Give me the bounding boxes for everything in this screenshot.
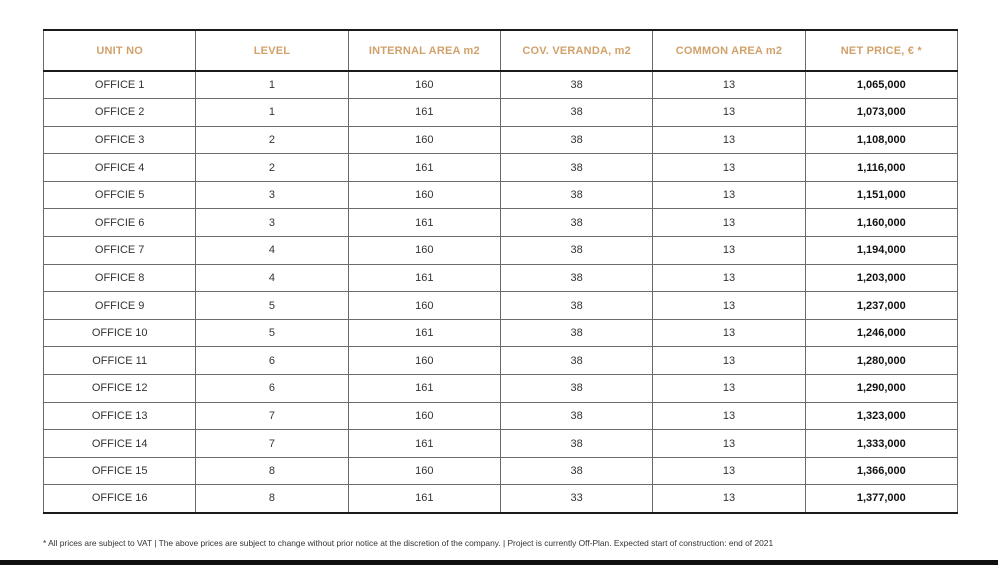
- cell-cov-veranda: 33: [500, 485, 652, 513]
- cell-level: 4: [196, 264, 348, 292]
- cell-unit-no: OFFICE 9: [44, 292, 196, 320]
- cell-level: 2: [196, 154, 348, 182]
- cell-net-price: 1,366,000: [805, 457, 957, 485]
- cell-net-price: 1,333,000: [805, 430, 957, 458]
- header-row: [44, 30, 958, 71]
- header-level: LEVEL: [196, 30, 348, 71]
- cell-level: 7: [196, 430, 348, 458]
- cell-net-price: 1,194,000: [805, 237, 957, 265]
- table-row: [44, 375, 958, 403]
- cell-common-area: 13: [653, 71, 805, 99]
- bottom-bar: [0, 560, 998, 565]
- cell-unit-no: OFFICE 2: [44, 99, 196, 127]
- cell-cov-veranda: 38: [500, 71, 652, 99]
- header-net-price: NET PRICE, € *: [805, 30, 957, 71]
- cell-common-area: 13: [653, 126, 805, 154]
- cell-unit-no: OFFICE 8: [44, 264, 196, 292]
- cell-net-price: 1,323,000: [805, 402, 957, 430]
- footnote: * All prices are subject to VAT | The above prices are subject to change without prior notice at the discretion of the company. | Project is currently Off-Plan. Expected start of construction: end of 2021: [43, 538, 774, 548]
- cell-cov-veranda: 38: [500, 319, 652, 347]
- cell-level: 1: [196, 71, 348, 99]
- cell-common-area: 13: [653, 402, 805, 430]
- cell-internal-area: 160: [348, 402, 500, 430]
- cell-level: 3: [196, 181, 348, 209]
- cell-level: 6: [196, 347, 348, 375]
- cell-internal-area: 160: [348, 71, 500, 99]
- cell-level: 5: [196, 319, 348, 347]
- cell-internal-area: 161: [348, 375, 500, 403]
- cell-common-area: 13: [653, 375, 805, 403]
- table-row: [44, 237, 958, 265]
- table-row: [44, 154, 958, 182]
- cell-level: 6: [196, 375, 348, 403]
- cell-net-price: 1,073,000: [805, 99, 957, 127]
- table-row: [44, 319, 958, 347]
- cell-cov-veranda: 38: [500, 402, 652, 430]
- cell-common-area: 13: [653, 181, 805, 209]
- table-row: [44, 181, 958, 209]
- cell-net-price: 1,203,000: [805, 264, 957, 292]
- cell-net-price: 1,065,000: [805, 71, 957, 99]
- cell-unit-no: OFFICE 14: [44, 430, 196, 458]
- cell-level: 2: [196, 126, 348, 154]
- cell-net-price: 1,290,000: [805, 375, 957, 403]
- cell-internal-area: 161: [348, 264, 500, 292]
- table-body: [44, 71, 958, 513]
- cell-unit-no: OFFICE 16: [44, 485, 196, 513]
- table-row: [44, 99, 958, 127]
- cell-internal-area: 160: [348, 457, 500, 485]
- table-row: [44, 430, 958, 458]
- table-row: [44, 126, 958, 154]
- cell-level: 8: [196, 457, 348, 485]
- cell-common-area: 13: [653, 264, 805, 292]
- cell-net-price: 1,377,000: [805, 485, 957, 513]
- cell-level: 5: [196, 292, 348, 320]
- cell-unit-no: OFFICE 13: [44, 402, 196, 430]
- cell-common-area: 13: [653, 430, 805, 458]
- cell-internal-area: 160: [348, 126, 500, 154]
- cell-unit-no: OFFICE 12: [44, 375, 196, 403]
- price-table: [43, 29, 958, 514]
- cell-cov-veranda: 38: [500, 209, 652, 237]
- header-cov-veranda: COV. VERANDA, m2: [500, 30, 652, 71]
- cell-internal-area: 161: [348, 430, 500, 458]
- cell-internal-area: 160: [348, 237, 500, 265]
- cell-net-price: 1,160,000: [805, 209, 957, 237]
- cell-net-price: 1,237,000: [805, 292, 957, 320]
- cell-internal-area: 160: [348, 181, 500, 209]
- cell-cov-veranda: 38: [500, 430, 652, 458]
- table-row: [44, 402, 958, 430]
- cell-net-price: 1,246,000: [805, 319, 957, 347]
- cell-common-area: 13: [653, 319, 805, 347]
- cell-common-area: 13: [653, 209, 805, 237]
- cell-cov-veranda: 38: [500, 375, 652, 403]
- cell-level: 4: [196, 237, 348, 265]
- table-row: [44, 71, 958, 99]
- table-row: [44, 292, 958, 320]
- cell-unit-no: OFFICE 11: [44, 347, 196, 375]
- header-internal-area: INTERNAL AREA m2: [348, 30, 500, 71]
- cell-net-price: 1,108,000: [805, 126, 957, 154]
- cell-common-area: 13: [653, 347, 805, 375]
- table-row: [44, 209, 958, 237]
- cell-level: 8: [196, 485, 348, 513]
- cell-unit-no: OFFICE 4: [44, 154, 196, 182]
- cell-level: 1: [196, 99, 348, 127]
- table-row: [44, 457, 958, 485]
- table-row: [44, 347, 958, 375]
- cell-unit-no: OFFCIE 6: [44, 209, 196, 237]
- cell-internal-area: 161: [348, 319, 500, 347]
- cell-cov-veranda: 38: [500, 264, 652, 292]
- table-row: [44, 264, 958, 292]
- cell-level: 7: [196, 402, 348, 430]
- cell-cov-veranda: 38: [500, 237, 652, 265]
- cell-unit-no: OFFICE 15: [44, 457, 196, 485]
- cell-cov-veranda: 38: [500, 181, 652, 209]
- cell-common-area: 13: [653, 485, 805, 513]
- cell-cov-veranda: 38: [500, 347, 652, 375]
- cell-cov-veranda: 38: [500, 154, 652, 182]
- cell-net-price: 1,116,000: [805, 154, 957, 182]
- cell-level: 3: [196, 209, 348, 237]
- cell-unit-no: OFFICE 1: [44, 71, 196, 99]
- cell-internal-area: 161: [348, 154, 500, 182]
- cell-common-area: 13: [653, 457, 805, 485]
- cell-unit-no: OFFCIE 5: [44, 181, 196, 209]
- cell-cov-veranda: 38: [500, 99, 652, 127]
- cell-cov-veranda: 38: [500, 126, 652, 154]
- cell-unit-no: OFFICE 3: [44, 126, 196, 154]
- cell-common-area: 13: [653, 292, 805, 320]
- cell-common-area: 13: [653, 237, 805, 265]
- cell-unit-no: OFFICE 7: [44, 237, 196, 265]
- cell-net-price: 1,151,000: [805, 181, 957, 209]
- cell-cov-veranda: 38: [500, 292, 652, 320]
- cell-internal-area: 161: [348, 485, 500, 513]
- cell-internal-area: 161: [348, 99, 500, 127]
- cell-common-area: 13: [653, 154, 805, 182]
- header-common-area: COMMON AREA m2: [653, 30, 805, 71]
- cell-internal-area: 161: [348, 209, 500, 237]
- cell-internal-area: 160: [348, 347, 500, 375]
- cell-unit-no: OFFICE 10: [44, 319, 196, 347]
- cell-cov-veranda: 38: [500, 457, 652, 485]
- table-row: [44, 485, 958, 513]
- cell-internal-area: 160: [348, 292, 500, 320]
- cell-common-area: 13: [653, 99, 805, 127]
- header-unit-no: UNIT NO: [44, 30, 196, 71]
- cell-net-price: 1,280,000: [805, 347, 957, 375]
